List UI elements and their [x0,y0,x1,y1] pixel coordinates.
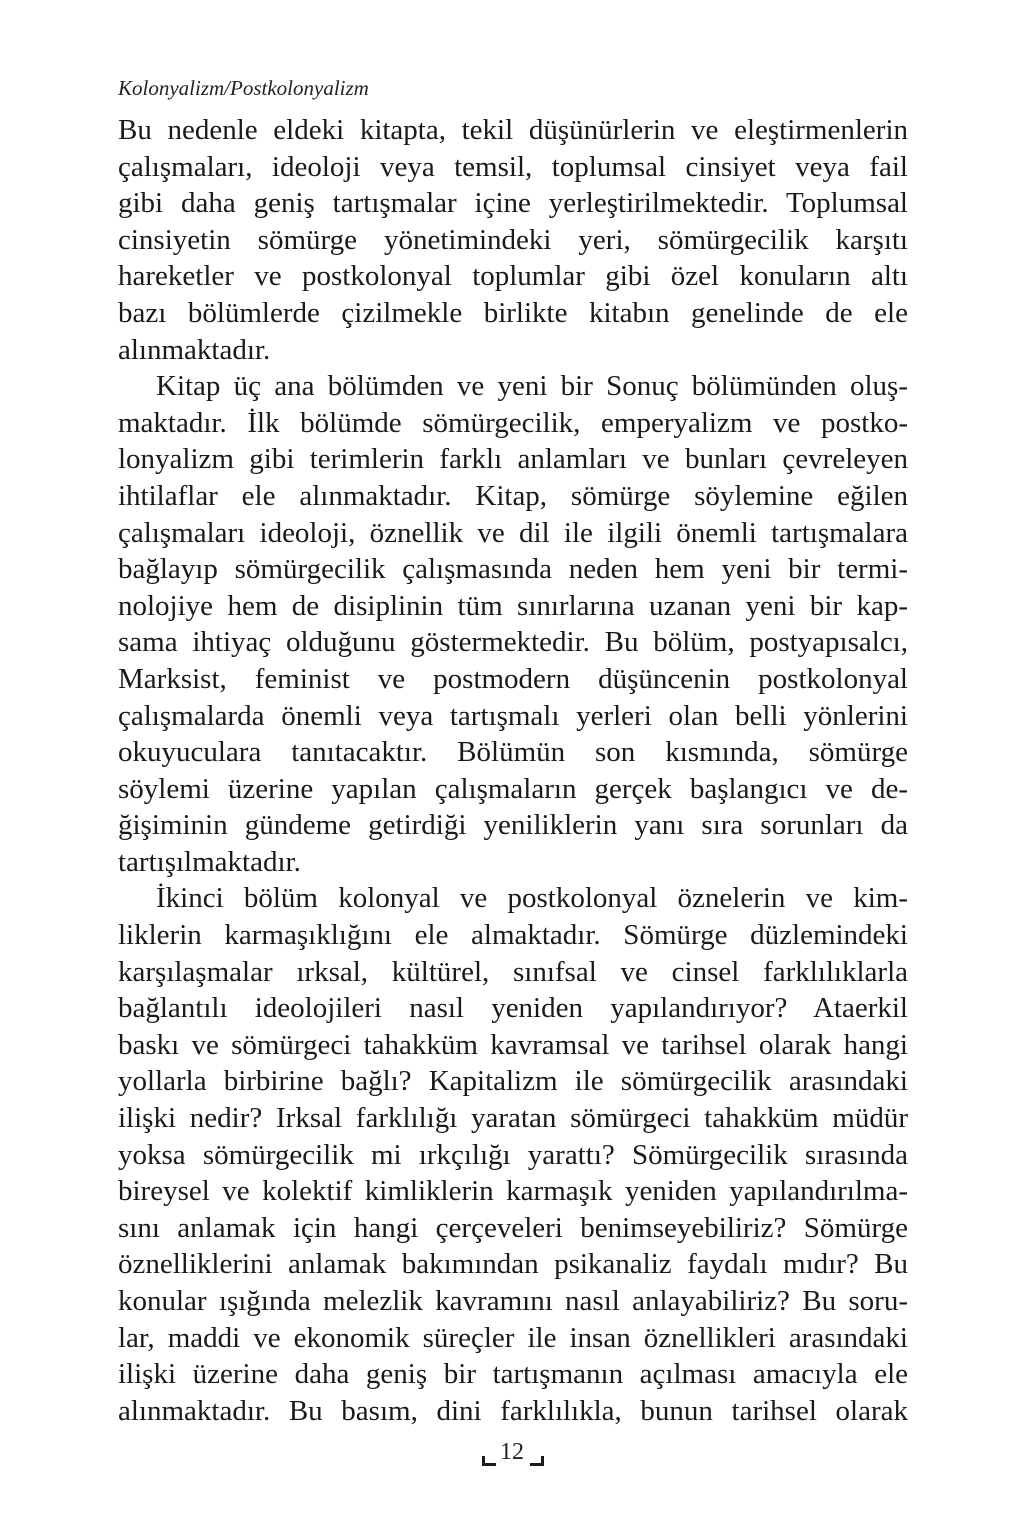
text-line: okuyuculara tanıtacaktır. Bölümün son kısmında, sömürge [118,736,908,769]
text-line: cinsiyetin sömürge yönetimindeki yeri, sömürgecilik karşıtı [118,223,908,256]
text-line: hareketler ve postkolonyal toplumlar gibi özel konuların altı [118,260,908,293]
text-line: bazı bölümlerde çizilmekle birlikte kitabın genelinde de ele [118,296,908,329]
text-line: gibi daha geniş tartışmalar içine yerleştirilmektedir. Toplumsal [118,187,908,220]
text-line: bağlantılı ideolojileri nasıl yeniden yapılandırıyor? Ataerkil [118,992,908,1025]
footer-rule-tick-left [482,1456,485,1466]
text-line: konular ışığında melezlik kavramını nasıl anlayabiliriz? Bu soru- [118,1285,908,1317]
text-line: lonyalizm gibi terimlerin farklı anlamları ve bunları çevreleyen [118,443,908,476]
text-line: nolojiye hem de disiplinin tüm sınırlarına uzanan yeni bir kap- [118,589,908,622]
page-footer [0,1430,1024,1470]
text-line: alınmaktadır. Bu basım, dini farklılıkla, bunun tarihsel olarak [118,1394,908,1427]
text-line: bağlayıp sömürgecilik çalışmasında neden hem yeni bir termi- [118,553,908,586]
text-line: ğişiminin gündeme getirdiği yeniliklerin yanı sıra sorunları da [118,809,908,842]
footer-rule-tick-right [541,1456,544,1466]
text-line: öznelliklerini anlamak bakımından psikanaliz faydalı mıdır? Bu [118,1248,908,1281]
body-text [118,112,908,1429]
text-line: söylemi üzerine yapılan çalışmaların gerçek başlangıcı ve de- [118,772,908,805]
text-line: çalışmaları ideoloji, öznellik ve dil ile ilgili önemli tartışmalara [118,516,908,549]
running-header: Kolonyalizm/Postkolonyalizm [118,76,369,100]
text-line: sını anlamak için hangi çerçeveleri benimseyebiliriz? Sömürge [118,1211,908,1244]
text-line: karşılaşmalar ırksal, kültürel, sınıfsal ve cinsel farklılıklarla [118,955,908,988]
text-line: ilişki nedir? Irksal farklılığı yaratan sömürgeci tahakküm müdür [118,1102,908,1135]
text-line: maktadır. İlk bölümde sömürgecilik, emperyalizm ve postko- [118,406,908,439]
text-line: yoksa sömürgecilik mi ırkçılığı yarattı? Sömürgecilik sırasında [118,1138,908,1171]
text-line: alınmaktadır. [118,333,271,366]
text-line: liklerin karmaşıklığını ele almaktadır. Sömürge düzlemindeki [118,919,908,952]
text-line: yollarla birbirine bağlı? Kapitalizm ile sömürgecilik arasındaki [118,1065,908,1098]
text-line: lar, maddi ve ekonomik süreçler ile insan öznellikleri arasındaki [118,1321,908,1354]
page-number: 12 [500,1439,524,1465]
text-line: ihtilaflar ele alınmaktadır. Kitap, sömürge söylemine eğilen [118,479,908,512]
text-line: çalışmaları, ideoloji veya temsil, toplumsal cinsiyet veya fail [118,150,908,183]
text-line: Marksist, feminist ve postmodern düşüncenin postkolonyal [118,662,908,695]
text-line: baskı ve sömürgeci tahakküm kavramsal ve tarihsel olarak hangi [118,1028,908,1061]
text-line: ilişki üzerine daha geniş bir tartışmanın açılması amacıyla ele [118,1358,908,1391]
text-line: Bu nedenle eldeki kitapta, tekil düşünürlerin ve eleştirmenlerin [118,114,908,146]
paragraph-first-line: İkinci bölüm kolonyal ve postkolonyal öznelerin ve kim- [156,882,908,915]
text-line: bireysel ve kolektif kimliklerin karmaşık yeniden yapılandırılma- [118,1175,908,1208]
text-line: çalışmalarda önemli veya tartışmalı yerleri olan belli yönlerini [118,699,908,732]
paragraph-first-line: Kitap üç ana bölümden ve yeni bir Sonuç bölümünden oluş- [156,370,908,403]
text-line: sama ihtiyaç olduğunu göstermektedir. Bu bölüm, postyapısalcı, [118,626,908,659]
text-line: tartışılmaktadır. [118,845,301,878]
